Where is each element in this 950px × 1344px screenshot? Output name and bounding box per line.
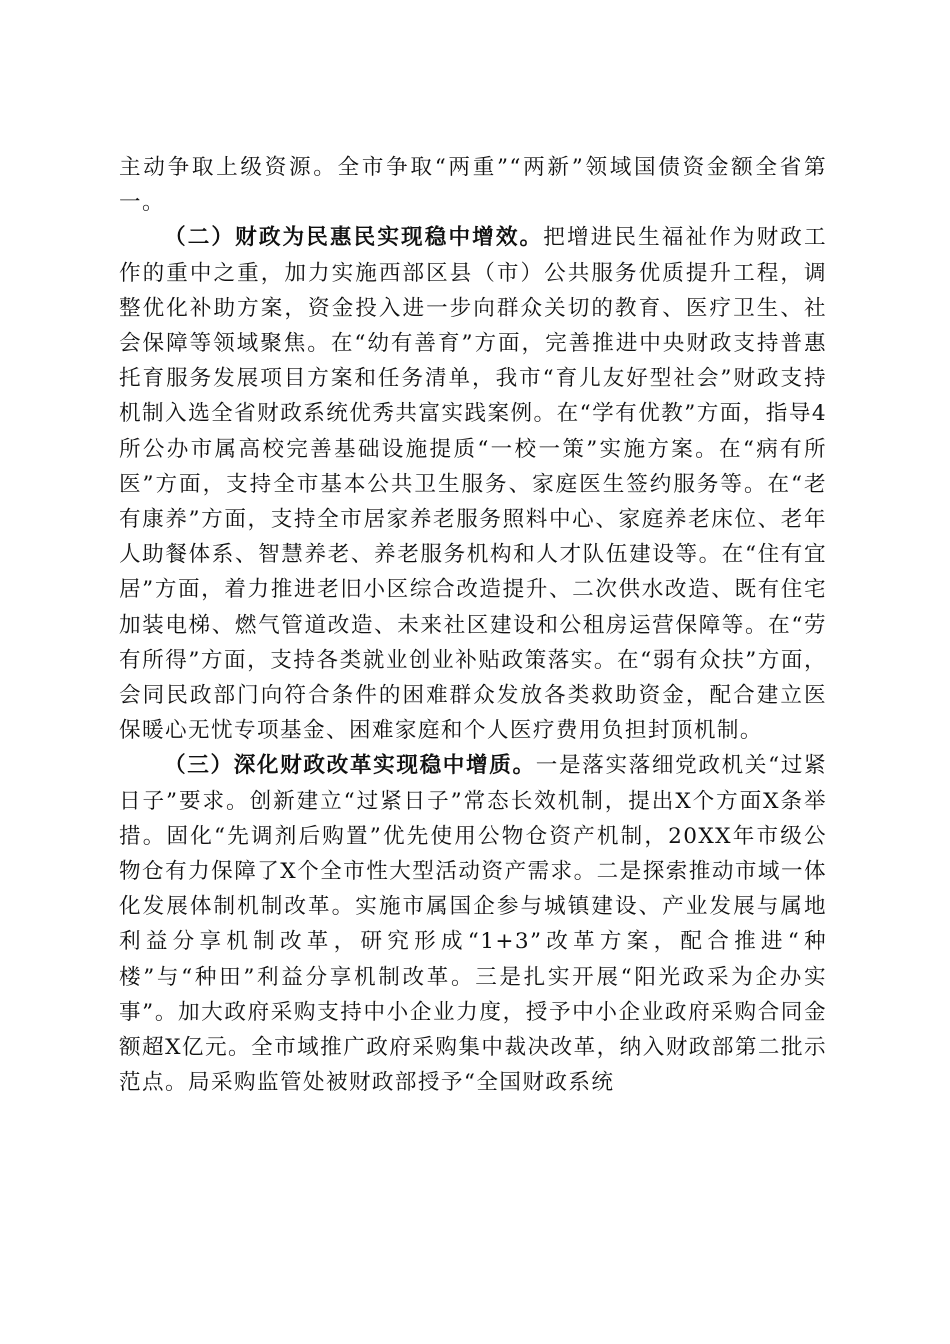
paragraph-3-text: 一是落实落细党政机关“过紧日子”要求。创新建立“过紧日子”常态长效机制，提出X个方面X条举措。固化“先调剂后购置”优先使用公物仓资产机制，20XX年市级公物仓有力保障了X个全市性大型活动资产需求。二是探索推动市域一体化发展体制机制改革。实施市属国企参与城镇建设、产业发展与属地利益分享机制改革，研究形成“1+3”改革方案，配合推进“种楼”与“种田”利益分享机制改革。三是扎实开展“阳光政采为企办实事”。加大政府采购支持中小企业力度，授予中小企业政府采购合同金额超X亿元。全市域推广政府采购集中裁决改革，纳入财政部第二批示范点。局采购监管处被财政部授予“全国财政系统 <box>119 753 827 1096</box>
section-3-heading: （三）深化财政改革实现稳中增质。 <box>164 753 536 779</box>
paragraph-2-text: 把增进民生福祉作为财政工作的重中之重，加力实施西部区县（市）公共服务优质提升工程，调整优化补助方案，资金投入进一步向群众关切的教育、医疗卫生、社会保障等领域聚焦。在“幼有善育”方面，完善推进中央财政支持普惠托育服务发展项目方案和任务清单，我市“育儿友好型社会”财政支持机制入选全省财政系统优秀共富实践案例。在“学有优教”方面，指导4所公办市属高校完善基础设施提质“一校一策”实施方案。在“病有所医”方面，支持全市基本公共卫生服务、家庭医生签约服务等。在“老有康养”方面，支持全市居家养老服务照料中心、家庭养老床位、老年人助餐体系、智慧养老、养老服务机构和人才队伍建设等。在“住有宜居”方面，着力推进老旧小区综合改造提升、二次供水改造、既有住宅加装电梯、燃气管道改造、未来社区建设和公租房运营保障等。在“劳有所得”方面，支持各类就业创业补贴政策落实。在“弱有众扶”方面，会同民政部门向符合条件的困难群众发放各类救助资金，配合建立医保暖心无忧专项基金、困难家庭和个人医疗费用负担封顶机制。 <box>119 225 827 744</box>
paragraph-section-2 <box>119 220 827 748</box>
paragraph-1-text: 主动争取上级资源。全市争取“两重”“两新”领域国债资金额全省第一。 <box>119 155 827 216</box>
section-2-heading: （二）财政为民惠民实现稳中增效。 <box>164 225 544 251</box>
paragraph-continuation <box>119 150 827 220</box>
document-body <box>119 150 827 1100</box>
paragraph-section-3 <box>119 748 827 1100</box>
